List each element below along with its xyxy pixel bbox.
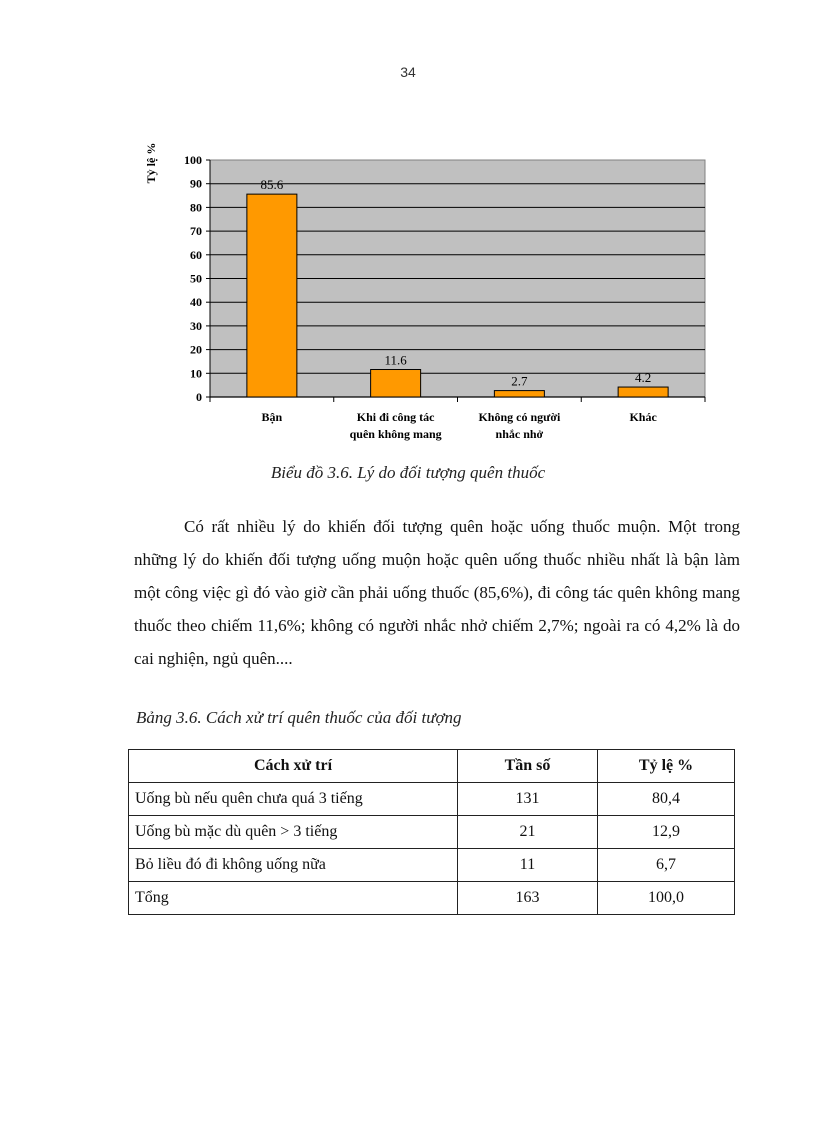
bar (371, 370, 421, 397)
cell-frequency: 163 (458, 882, 598, 915)
data-label: 11.6 (384, 352, 407, 368)
data-label: 85.6 (260, 177, 284, 193)
cell-percent: 80,4 (598, 783, 735, 816)
y-tick-label: 100 (184, 153, 202, 167)
table-header-row (129, 750, 735, 783)
bar-chart (130, 135, 730, 455)
header-frequency: Tần số (458, 750, 598, 783)
data-label: 4.2 (635, 370, 652, 386)
y-tick-label: 30 (190, 318, 202, 333)
y-tick-label: 0 (196, 390, 202, 404)
cell-method: Tổng (129, 882, 458, 915)
cell-frequency: 21 (458, 816, 598, 849)
y-tick-label: 10 (190, 366, 202, 381)
x-tick-label: Không có người (478, 410, 561, 424)
table-row (129, 816, 735, 849)
table-total-row (129, 882, 735, 915)
table-row (129, 849, 735, 882)
cell-percent: 100,0 (598, 882, 735, 915)
y-tick-label: 90 (190, 176, 202, 191)
chart-caption: Biểu đồ 3.6. Lý do đối tượng quên thuốc (270, 463, 546, 482)
cell-frequency: 131 (458, 783, 598, 816)
cell-frequency: 11 (458, 849, 598, 882)
table-caption: Bảng 3.6. Cách xử trí quên thuốc của đối tượng (136, 708, 462, 727)
x-tick-label: Khác (629, 410, 657, 424)
paragraph-text: Có rất nhiều lý do khiến đối tượng quên hoặc uống thuốc muộn. Một trong những lý do khiến đối tượng uống muộn hoặc quên uống thuốc nhiều nhất là bận làm một công việc gì đó vào giờ cần phải uống thuốc (85,6%), đi công tác quên không mang thuốc theo chiếm 11,6%; không có người nhắc nhở chiếm 2,7%; ngoài ra có 4,2% là do cai nghiện, ngủ quên.... (134, 517, 740, 668)
y-tick-label: 80 (190, 200, 202, 215)
treatment-table (128, 749, 735, 915)
x-tick-label: nhắc nhở (495, 427, 544, 441)
y-tick-label: 40 (190, 295, 202, 310)
bar (247, 194, 297, 397)
x-tick-label: Khi đi công tác (356, 410, 435, 424)
header-method: Cách xử trí (129, 750, 458, 783)
body-paragraph (134, 510, 740, 675)
cell-method: Bỏ liều đó đi không uống nữa (129, 849, 458, 882)
cell-method: Uống bù mặc dù quên > 3 tiếng (129, 816, 458, 849)
x-tick-label: quên không mang (349, 427, 442, 441)
page-number: 34 (400, 64, 416, 80)
table-row (129, 783, 735, 816)
data-label: 2.7 (511, 373, 528, 389)
cell-percent: 6,7 (598, 849, 735, 882)
y-tick-label: 70 (190, 224, 202, 239)
x-tick-label: Bận (261, 410, 283, 424)
y-tick-label: 50 (190, 271, 202, 286)
y-tick-label: 20 (190, 342, 202, 357)
cell-method: Uống bù nếu quên chưa quá 3 tiếng (129, 783, 458, 816)
y-axis-label: Tỷ lệ % (144, 142, 158, 184)
y-tick-label: 60 (190, 247, 202, 262)
bar (618, 387, 668, 397)
header-percent: Tỷ lệ % (598, 750, 735, 783)
bar (494, 391, 544, 397)
cell-percent: 12,9 (598, 816, 735, 849)
